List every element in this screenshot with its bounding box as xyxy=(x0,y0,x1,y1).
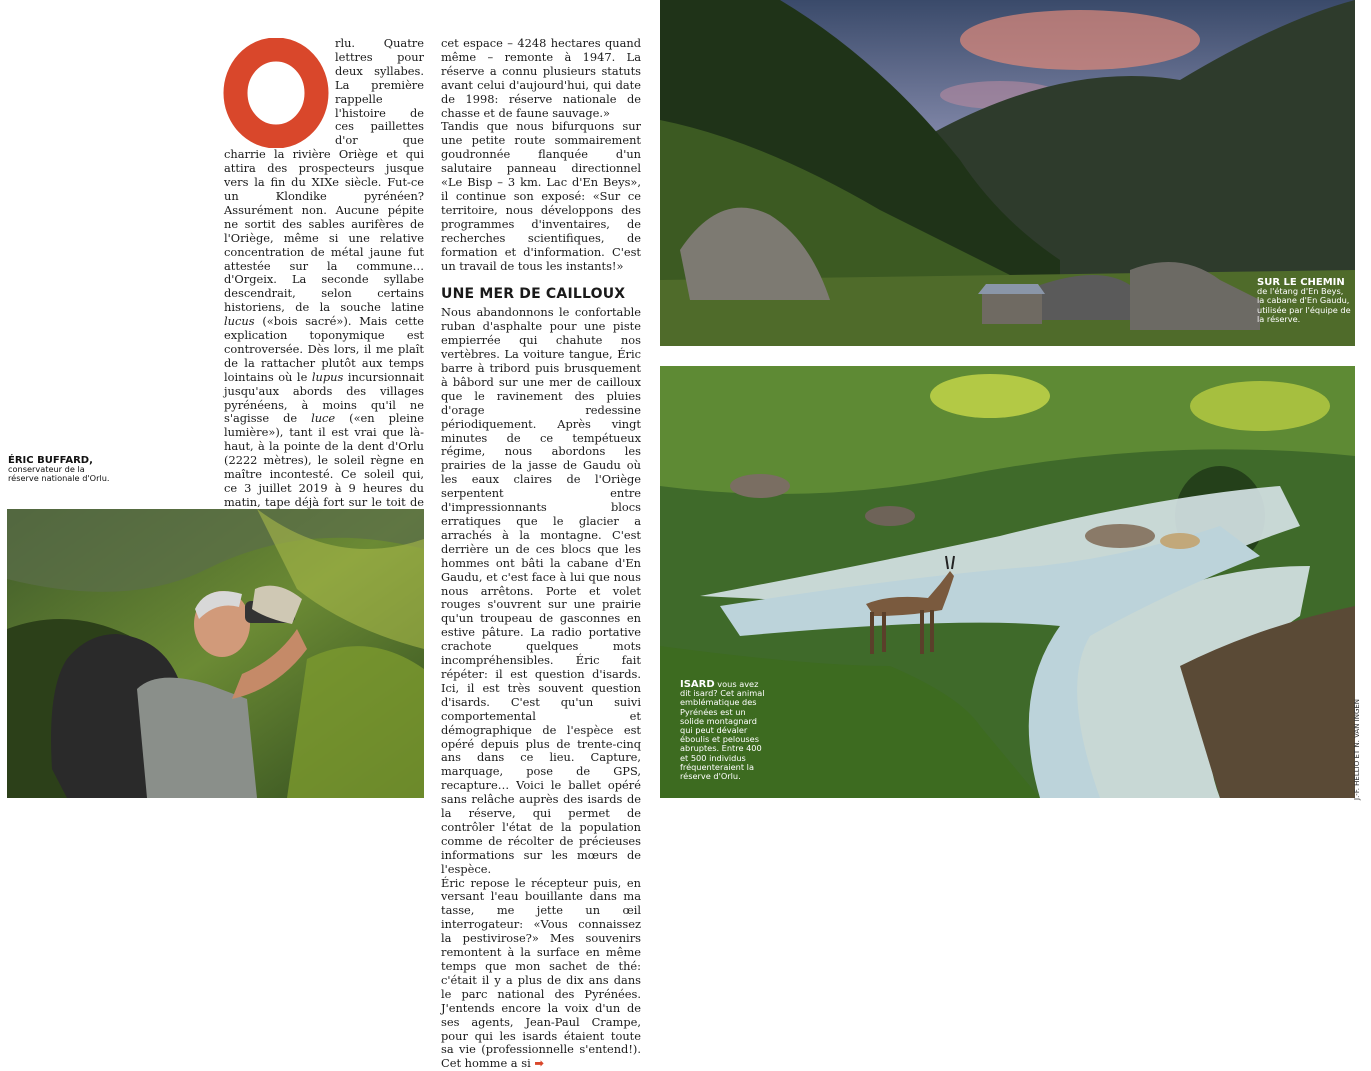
caption-title: ÉRIC BUFFARD, xyxy=(8,455,93,466)
latin-word: lupus xyxy=(311,369,344,384)
body-text: Éric repose le récepteur puis, en versant l'eau bouillante dans ma tasse, me jette un œil interrogateur: «Vous connaissez la pestivirose?» Mes souvenirs remontent à la surface en même temps que mon sachet de thé: c'était il y a plus de dix ans dans le parc national des Pyrénées. J'entends encore la voix d'un de ses agents, Jean-Paul Crampe, pour qui les isards étaient toute sa vie (professionnelle s'entend!). Cet homme a si xyxy=(441,875,641,1071)
caption-isard xyxy=(680,680,768,781)
body-text: («bois sacré»). Mais cette explication toponymique est controversée. Dès lors, il me plaît de la rattacher plutôt aux temps lointains où le xyxy=(224,314,425,384)
latin-word: luce xyxy=(311,411,336,426)
paragraph: Tandis que nous bifurquons sur une petite route sommairement goudronnée flanquée d'un salutaire panneau directionnel «Le Bisp – 3 km. Lac d'En Beys», il continue son exposé: «Sur ce territoire, nous développons des programmes d'inventaires, de recherches scientifiques, de formation et d'information. C'est un travail de tous les instants!» xyxy=(441,119,641,273)
photo-cabane-en-gaudu xyxy=(660,0,1355,346)
photo-eric-binoculars xyxy=(7,509,424,798)
caption-text: vous avez dit isard? Cet animal emblématique des Pyrénées est un solide montagnard qui peut dévaler éboulis et pelouses abruptes. Entre 400 et 500 individus fréquenteraient la réserve d'Orlu. xyxy=(680,679,765,782)
paragraph: cet espace – 4248 hectares quand même – remonte à 1947. La réserve a connu plusieurs statuts avant celui d'aujourd'hui, qui date de 1998: réserve nationale de chasse et de faune sauvage.» xyxy=(441,36,641,120)
photo-credit: J.-F. HELLIO ET N. VAN INGEN xyxy=(1353,698,1361,800)
subheading: UNE MER DE CAILLOUX xyxy=(441,286,626,303)
caption-title: ISARD xyxy=(680,679,715,690)
latin-word: lucus xyxy=(224,314,255,329)
continue-arrow-icon: ➡ xyxy=(534,1056,544,1071)
body-text: incursionnait jusqu'aux abords des villages pyrénéens, à moins qu'il ne s'agisse de xyxy=(224,369,424,426)
caption-text: de l'étang d'En Beys, la cabane d'En Gaudu, utilisée par l'équipe de la réserve. xyxy=(1257,286,1351,324)
body-text: («en pleine lumière»), tant il est vrai que là-haut, à la pointe de la dent d'Orlu (2222 mètres), le soleil règne en maître incontesté. Ce soleil qui, ce 3 juillet 2019 à 9 heures du matin, tape déjà fort sur le toit de xyxy=(224,411,424,509)
article-column-2 xyxy=(441,37,641,1071)
body-text: rlu. Quatre lettres pour deux syllabes. La première rappelle l'histoire de ces paillettes d'or que charrie la rivière Oriège et qui attira des prospecteurs jusque vers la fin du XIXe siècle. Fut-ce un Klondike pyrénéen? Assurément non. Aucune pépite ne sortit des sables aurifères de l'Oriège, même si une relative concentration de métal jaune fut attestée sur la commune… d'Orgeix. La seconde syllabe descendrait, selon certains historiens, de la souche latine xyxy=(224,36,424,315)
paragraph: Nous abandonnons le confortable ruban d'asphalte pour une piste empierrée qui chahute nos vertèbres. La voiture tangue, Éric barre à tribord puis brusquement à bâbord sur une mer de cailloux que le ravinement des pluies d'orage redessine périodiquement. Après vingt minutes de ce tempétueux régime, nous abordons les prairies de la jasse de Gaudu où les eaux claires de l'Oriège serpentent entre d'impressionnants blocs erratiques que le glacier a arrachés à la montagne. C'est derrière un de ces blocs que les hommes ont bâti la cabane d'En Gaudu, et c'est face à lui que nous nous arrêtons. Porte et volet rouges s'ouvrent sur une prairie qu'un troupeau de gasconnes en estive pâture. La radio portative crachote quelques mots incompréhensibles. Éric fait répéter: il est question d'isards. Ici, il est très souvent question d'isards. C'est qu'un suivi comportemental et démographique de l'espèce est opéré depuis plus de trente-cinq ans dans ce lieu. Capture, marquage, pose de GPS, recapture… Voici le ballet opéré sans relâche auprès des isards de la réserve, qui permet de contrôler l'état de la population comme de récolter de précieuses informations sur les mœurs de l'espèce. xyxy=(441,305,641,876)
caption-chemin xyxy=(1257,278,1352,324)
paragraph xyxy=(441,877,641,1071)
caption-text: conservateur de la réserve nationale d'Orlu. xyxy=(8,464,110,484)
caption-title: SUR LE CHEMIN xyxy=(1257,277,1345,288)
caption-eric xyxy=(8,456,118,484)
dropcap-o xyxy=(223,38,329,148)
